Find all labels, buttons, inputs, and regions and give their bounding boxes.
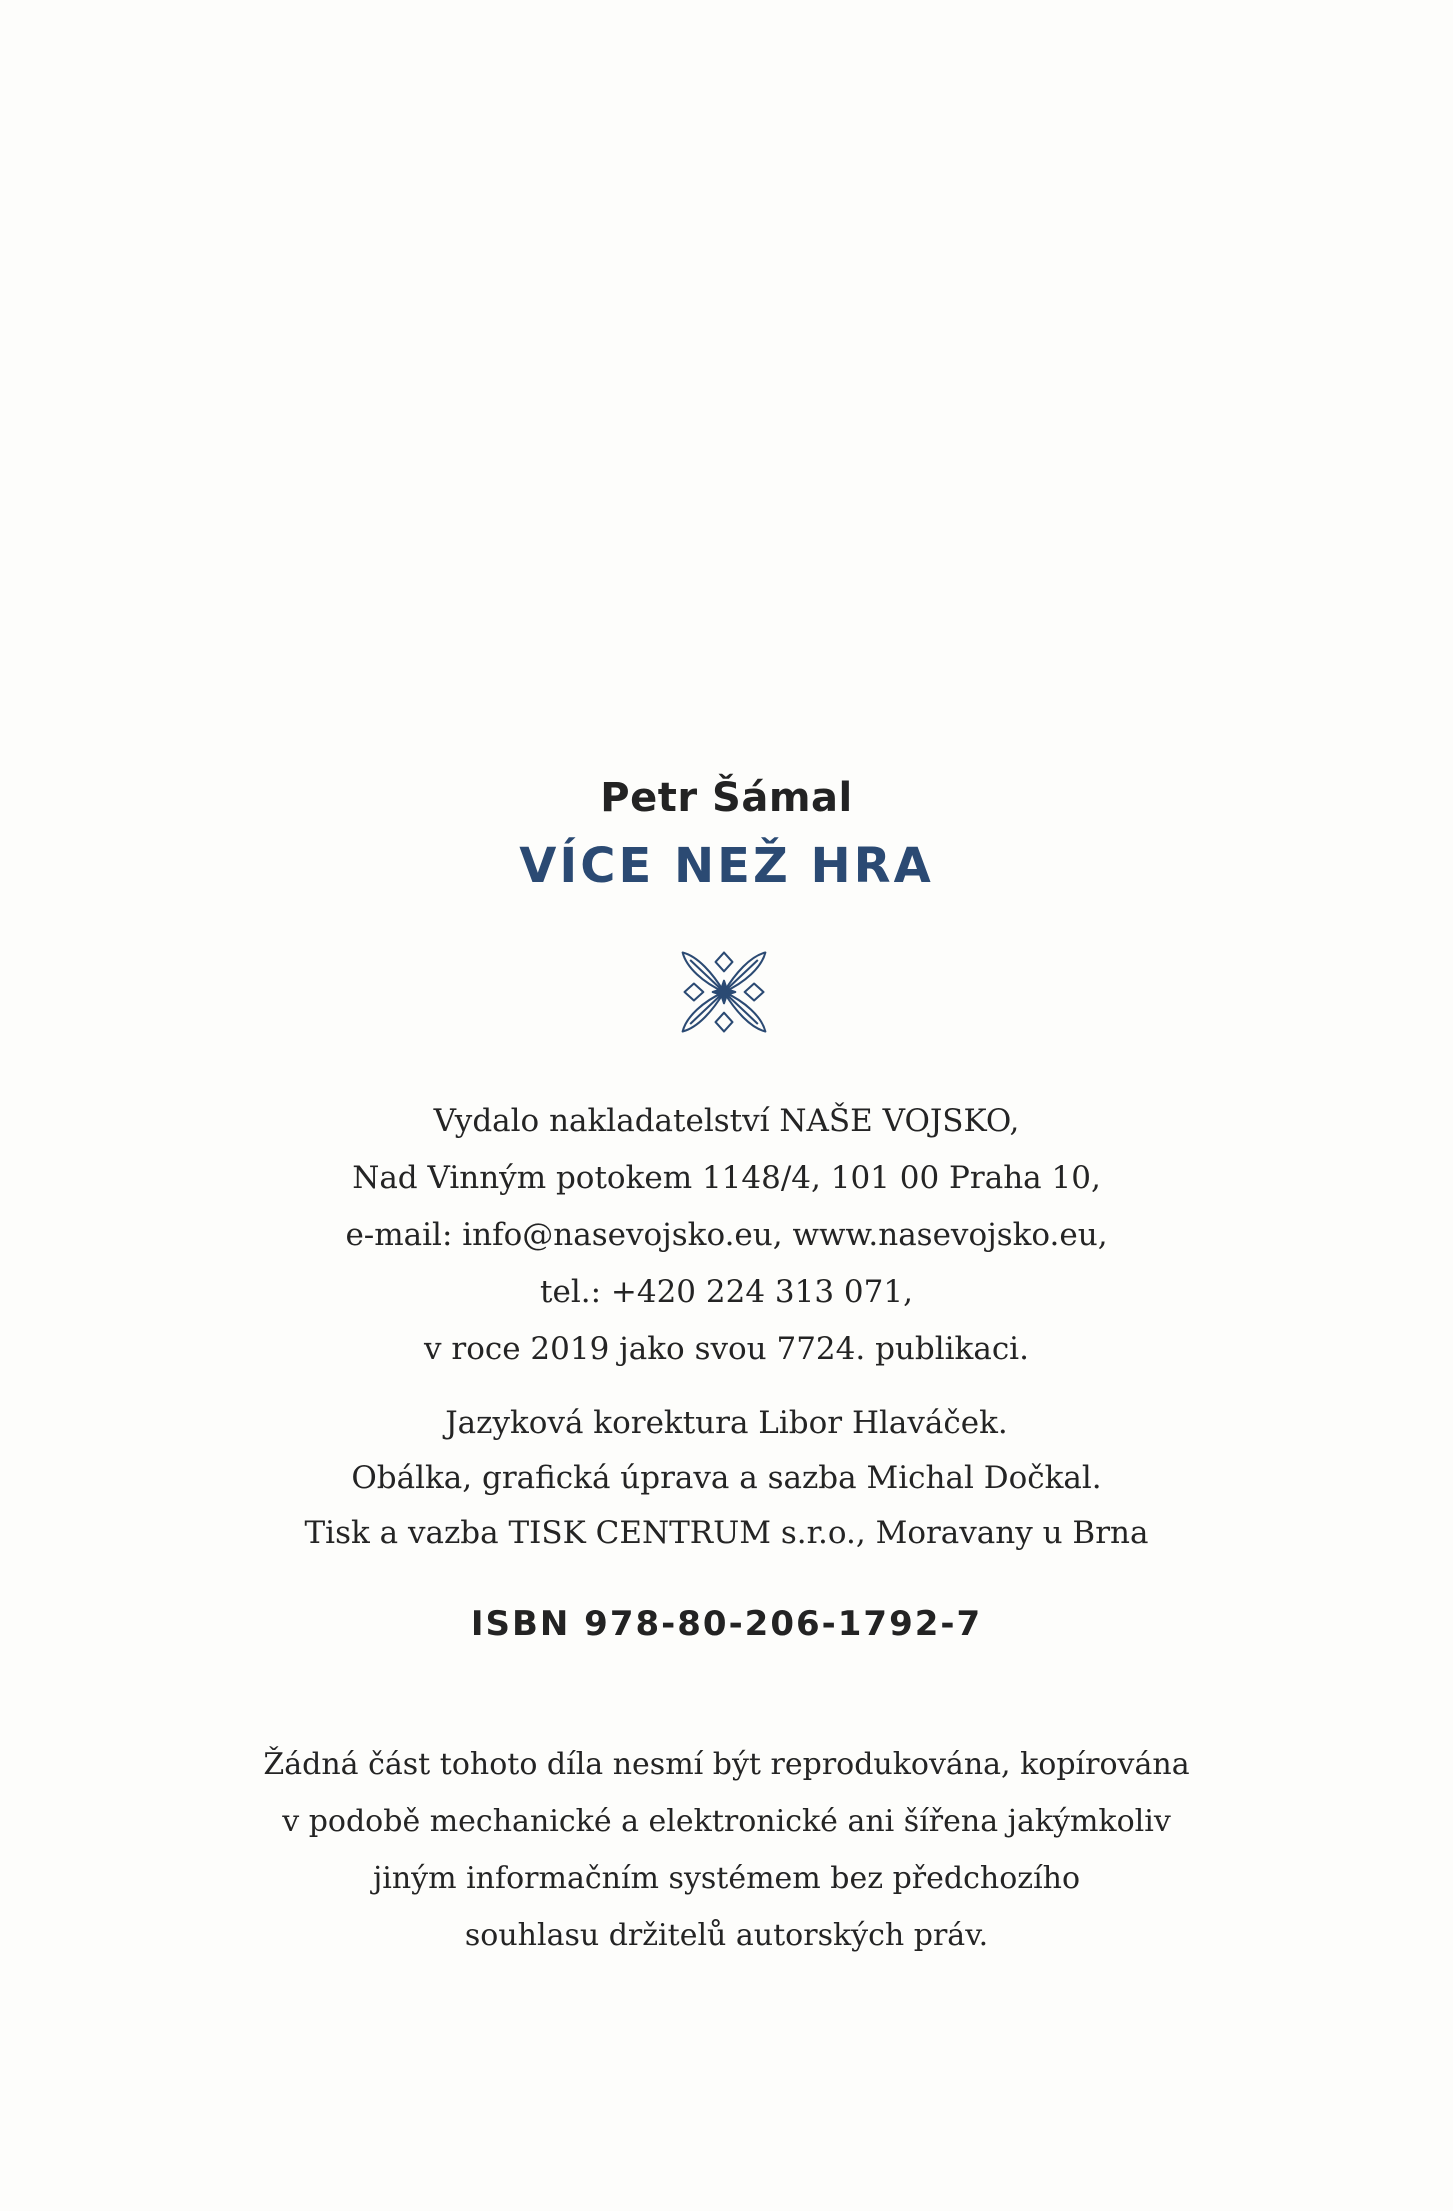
rights-line: v podobě mechanické a elektronické ani šířena jakýmkoliv	[282, 1804, 1171, 1839]
publisher-imprint	[0, 1093, 1453, 1378]
rights-line: Žádná část tohoto díla nesmí být reprodukována, kopírována	[263, 1747, 1190, 1782]
production-credits	[0, 1396, 1453, 1561]
credit-line: Tisk a vazba TISK CENTRUM s.r.o., Moravany u Brna	[304, 1515, 1149, 1551]
imprint-line: v roce 2019 jako svou 7724. publikaci.	[424, 1331, 1029, 1367]
copyright-notice	[0, 1736, 1453, 1964]
book-title: VÍCE NEŽ HRA	[519, 838, 934, 894]
imprint-line: tel.: +420 224 313 071,	[540, 1274, 913, 1310]
credit-line: Jazyková korektura Libor Hlaváček.	[445, 1405, 1008, 1441]
isbn-number: ISBN 978-80-206-1792-7	[470, 1604, 983, 1644]
rights-line: jiným informačním systémem bez předchozího	[372, 1861, 1081, 1896]
floral-ornament-icon	[677, 945, 771, 1039]
rights-line: souhlasu držitelů autorských práv.	[464, 1918, 989, 1953]
imprint-line: Vydalo nakladatelství NAŠE VOJSKO,	[433, 1103, 1020, 1139]
author-name: Petr Šámal	[600, 775, 853, 821]
imprint-line: e-mail: info@nasevojsko.eu, www.nasevojsko.eu,	[345, 1217, 1108, 1253]
credit-line: Obálka, grafická úprava a sazba Michal Dočkal.	[351, 1460, 1102, 1496]
imprint-line: Nad Vinným potokem 1148/4, 101 00 Praha 10,	[352, 1160, 1101, 1196]
